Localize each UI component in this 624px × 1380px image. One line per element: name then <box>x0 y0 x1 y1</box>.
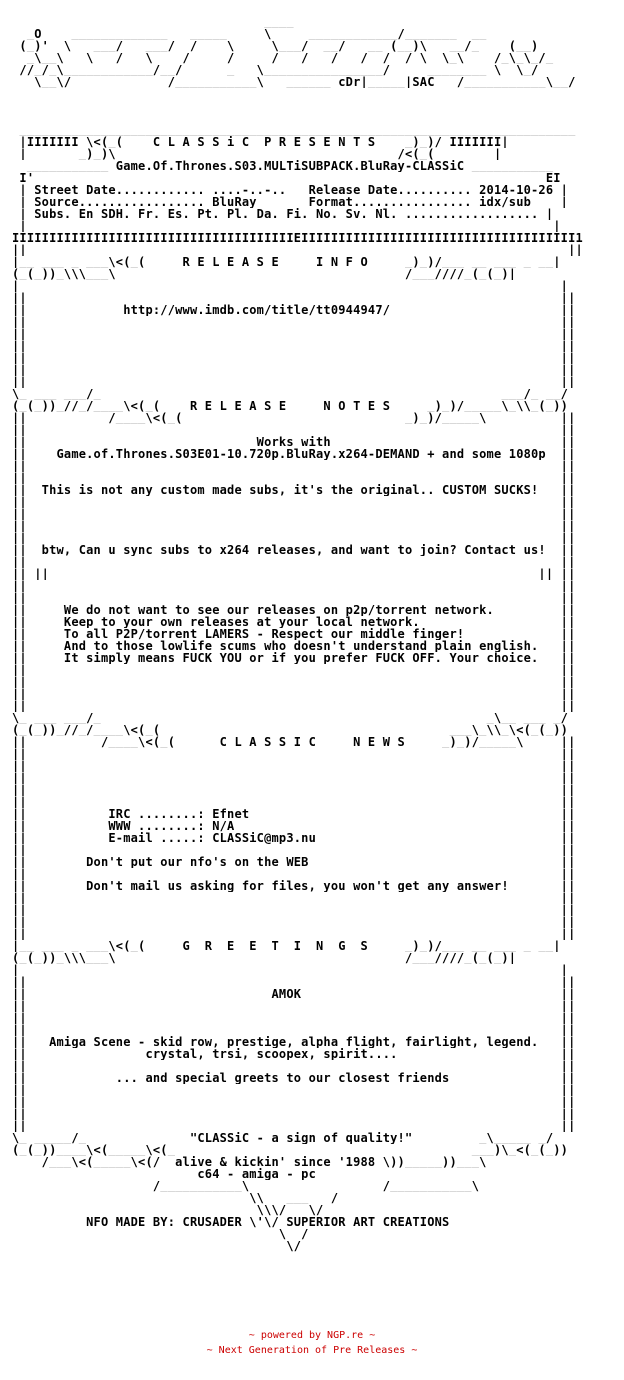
nfo-line: || crystal, trsi, scoopex, spirit.... || <box>12 1048 576 1060</box>
nfo-line: | | <box>12 220 561 232</box>
nfo-line: || || <box>12 700 576 712</box>
nfo-line: || Works with || <box>12 436 576 448</box>
nfo-line: IIIIIIIIIIIIIIIIIIIIIIIIIIIIIIIIIIIIIIEIIIIIIIIIIIIIIIIIIIIIIIIIIIIIIIIIIIII1 <box>12 232 583 244</box>
footer-tagline-link[interactable]: ~ Next Generation of Pre Releases ~ <box>206 1345 418 1356</box>
nfo-line: || || <box>12 1084 576 1096</box>
nfo-line: || || <box>12 796 576 808</box>
nfo-line <box>12 88 614 100</box>
nfo-line: || To all P2P/torrent LAMERS - Respect our middle finger! || <box>12 628 576 640</box>
nfo-line: ____ <box>12 16 294 28</box>
nfo-line <box>12 112 614 124</box>
nfo-line: || || <box>12 1024 576 1036</box>
nfo-line: (_)' \ ___/ ___/ / \ \___/ __/ __ (__)\ __/_ (__) <box>12 40 539 52</box>
nfo-line: || E-mail .....: CLASSiC@mp3.nu || <box>12 832 576 844</box>
nfo-line: || Don't put our nfo's on the WEB || <box>12 856 576 868</box>
nfo-line: || || <box>12 460 576 472</box>
nfo-line: || || <box>12 520 576 532</box>
nfo-line: || It simply means FUCK YOU or if you prefer FUCK OFF. Your choice. || <box>12 652 576 664</box>
nfo-line: || http://www.imdb.com/title/tt0944947/ || <box>12 304 576 316</box>
nfo-line: || || <box>12 1060 576 1072</box>
nfo-line: || || <box>12 892 576 904</box>
nfo-line: |__ ___ _ ___\<(_( G R E E T I N G S _)_)/___ __ ___ _ __| <box>12 940 561 952</box>
nfo-line: \__\/ /___________\ ______ cDr|_____|SAC /___________\__/ <box>12 76 576 88</box>
nfo-line: || || <box>12 508 576 520</box>
nfo-line: || || <box>12 352 576 364</box>
nfo-line: _\__\ \ / \ / / / / / / / / \ \_\ /_\_\_/_ <box>12 52 554 64</box>
nfo-line: || || <box>12 916 576 928</box>
nfo-line: || || <box>12 556 576 568</box>
nfo-line: \_ _____/_ "CLASSiC - a sign of quality!" _\_____ _/ <box>12 1132 554 1144</box>
nfo-line: \\ ___ / <box>12 1192 339 1204</box>
nfo-line: || || <box>12 1012 576 1024</box>
nfo-line: |IIIIIII \<(_( C L A S S i C P R E S E N T S _)_)/ IIIIIII| <box>12 136 509 148</box>
nfo-line: (_(_))_//_/____\<(_( ___\_\\_\<(_(_)) <box>12 724 569 736</box>
nfo-line: || || <box>12 532 576 544</box>
nfo-line: || We do not want to see our releases on p2p/torrent network. || <box>12 604 576 616</box>
nfo-line: || || <box>12 1096 576 1108</box>
nfo-line: || || <box>12 376 576 388</box>
nfo-line: || || <box>12 496 576 508</box>
nfo-line: || || <box>12 688 576 700</box>
nfo-line: || || <box>12 244 583 256</box>
nfo-line: (_(_))_\\\___\ /___////_(_(_)| <box>12 268 517 280</box>
nfo-line: || || <box>12 1120 576 1132</box>
nfo-line: | | <box>12 280 569 292</box>
nfo-line: || || <box>12 868 576 880</box>
nfo-line: ___________________________________________________________________________ <box>12 124 576 136</box>
nfo-line: || || <box>12 424 576 436</box>
nfo-line: || || || || <box>12 568 576 580</box>
nfo-line: (_(_))_\\\___\ /___////_(_(_)| <box>12 952 517 964</box>
nfo-line: || || <box>12 772 576 784</box>
nfo-line: || Amiga Scene - skid row, prestige, alpha flight, fairlight, legend. || <box>12 1036 576 1048</box>
nfo-line: (_(_))____\<(_____\<(_ ___)\_<(_(_)) <box>12 1144 569 1156</box>
nfo-line: (_(_))_//_/____\<(_( R E L E A S E N O T E S _)_)/_____\_\\_(_)) <box>12 400 569 412</box>
nfo-line: || || <box>12 760 576 772</box>
nfo-line <box>12 100 614 112</box>
nfo-line: | _)_)\ /<(_( | <box>12 148 502 160</box>
nfo-line: || Keep to your own releases at your local network. || <box>12 616 576 628</box>
nfo-line: || || <box>12 976 576 988</box>
nfo-line: //_/_\____________/__/ _ \________________/ ________ \ \_/ <box>12 64 539 76</box>
footer-powered-by-link[interactable]: ~ powered by NGP.re ~ <box>248 1330 376 1341</box>
nfo-line: || WWW ........: N/A || <box>12 820 576 832</box>
nfo-line: \ / <box>12 1228 309 1240</box>
nfo-line: || || <box>12 784 576 796</box>
nfo-line: /___________\ /___________\ <box>12 1180 480 1192</box>
nfo-line: | | <box>12 964 569 976</box>
nfo-line: || || <box>12 1000 576 1012</box>
nfo-line: | Street Date............ ....-..-.. Release Date.......... 2014-10-26 | <box>12 184 569 196</box>
nfo-line: || ... and special greets to our closest friends || <box>12 1072 576 1084</box>
nfo-line: || || <box>12 844 576 856</box>
nfo-line: || || <box>12 748 576 760</box>
nfo-line: || || <box>12 1108 576 1120</box>
nfo-line: || Game.of.Thrones.S03E01-10.720p.BluRay.x264-DEMAND + and some 1080p || <box>12 448 576 460</box>
nfo-line: || || <box>12 316 576 328</box>
nfo-line: || /____\<(_( _)_)/_____\ || <box>12 412 576 424</box>
nfo-line: ___________ Game.Of.Thrones.S03.MULTiSUBPACK.BluRay-CLASSiC ___________ <box>12 160 554 172</box>
nfo-line: || This is not any custom made subs, it's the original.. CUSTOM SUCKS! || <box>12 484 576 496</box>
nfo-line: || || <box>12 472 576 484</box>
nfo-line: /___\<(_____\<(/ alive & kickin' since '1988 \))_____))___\ <box>12 1156 487 1168</box>
nfo-line: || || <box>12 592 576 604</box>
nfo-line: |__ ___ _ ___\<(_( R E L E A S E I N F O _)_)/___ __ ___ _ __| <box>12 256 561 268</box>
nfo-line: || || <box>12 904 576 916</box>
footer <box>0 1328 624 1358</box>
nfo-line: || || <box>12 928 576 940</box>
nfo-line: || btw, Can u sync subs to x264 releases, and want to join? Contact us! || <box>12 544 576 556</box>
nfo-line: \_ ___ ___/_ _\__ ___ _/ <box>12 712 569 724</box>
nfo-line: \\\/ \/ <box>12 1204 324 1216</box>
nfo-line: || || <box>12 580 576 592</box>
nfo-line: || || <box>12 292 576 304</box>
nfo-line: || || <box>12 328 576 340</box>
nfo-line: | Source................. BluRay Format................ idx/sub | <box>12 196 569 208</box>
nfo-text <box>12 16 614 1252</box>
nfo-line: || /____\<(_( C L A S S I C N E W S _)_)/_____\ || <box>12 736 576 748</box>
nfo-line: || IRC ........: Efnet || <box>12 808 576 820</box>
nfo-line: || Don't mail us asking for files, you won't get any answer! || <box>12 880 576 892</box>
nfo-line: NFO MADE BY: CRUSADER \'\/ SUPERIOR ART CREATIONS <box>12 1216 450 1228</box>
nfo-line: || || <box>12 340 576 352</box>
nfo-line: _O _____________ _____ \ ____________/_______ __ <box>12 28 487 40</box>
nfo-line: || And to those lowlife scums who doesn't understand plain english. || <box>12 640 576 652</box>
nfo-line: \/ <box>12 1240 302 1252</box>
nfo-line: I' EI <box>12 172 561 184</box>
nfo-line: \_ ___ ___/_ ___/_ __/ <box>12 388 569 400</box>
nfo-line: || || <box>12 676 576 688</box>
nfo-line: || AMOK || <box>12 988 576 1000</box>
nfo-line: | Subs. En SDH. Fr. Es. Pt. Pl. Da. Fi. No. Sv. Nl. .................. | <box>12 208 554 220</box>
nfo-line: || || <box>12 364 576 376</box>
nfo-line: c64 - amiga - pc <box>12 1168 316 1180</box>
nfo-line: || || <box>12 664 576 676</box>
